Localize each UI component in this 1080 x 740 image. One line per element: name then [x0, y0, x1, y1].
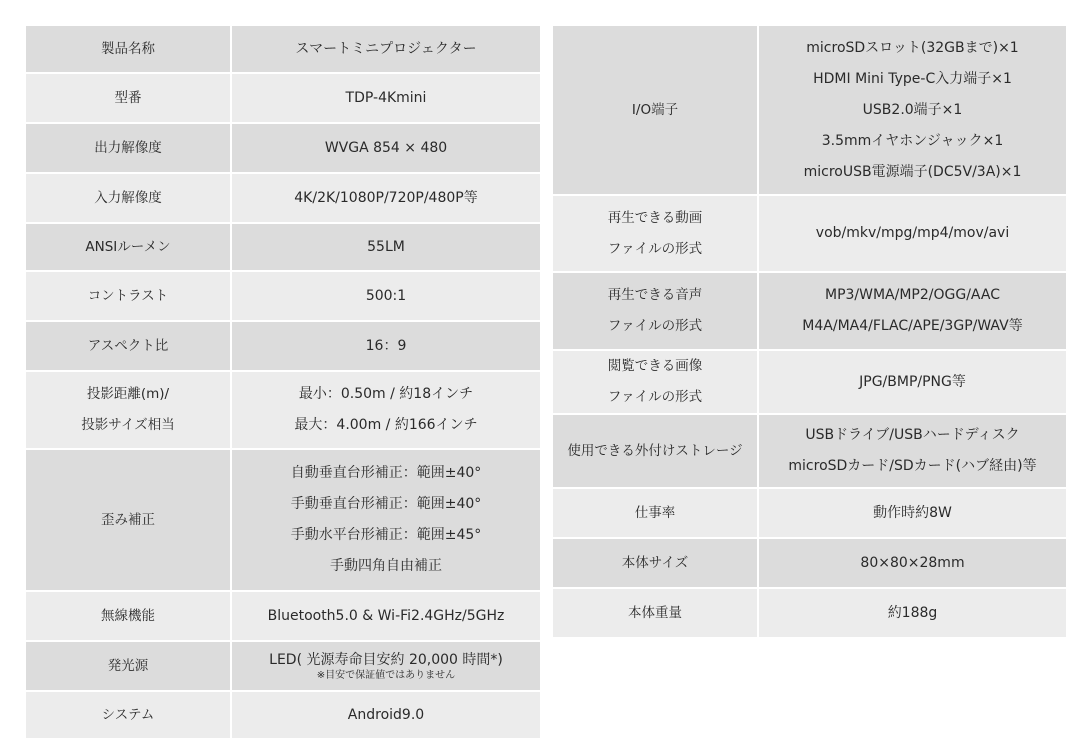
- spec-value: Bluetooth5.0 & Wi-Fi2.4GHz/5GHz: [267, 607, 505, 624]
- spec-label: 発光源: [107, 657, 149, 674]
- spec-value-cell: [232, 124, 540, 172]
- spec-label: 型番: [114, 89, 142, 106]
- spec-label-cell: [553, 415, 757, 487]
- table-row: [26, 642, 540, 690]
- spec-label: 出力解像度: [94, 139, 162, 156]
- table-row: [26, 224, 540, 270]
- table-row: [26, 124, 540, 172]
- spec-label-cell: [26, 174, 230, 222]
- spec-value: USBドライブ/USBハードディスク: [805, 427, 1020, 443]
- spec-label-cell: [26, 642, 230, 690]
- spec-value: JPG/BMP/PNG等: [859, 373, 966, 390]
- spec-table-left: [26, 26, 540, 738]
- spec-value-cell: [232, 692, 540, 738]
- table-row: [26, 174, 540, 222]
- spec-label: 本体重量: [628, 604, 682, 621]
- spec-label-cell: [553, 539, 757, 587]
- spec-label-cell: [26, 26, 230, 72]
- spec-value: MP3/WMA/MP2/OGG/AAC: [824, 287, 1000, 303]
- spec-value: 3.5mmイヤホンジャック×1: [821, 132, 1004, 149]
- spec-value-cell: [759, 415, 1066, 487]
- spec-value: HDMI Mini Type-C入力端子×1: [813, 70, 1012, 87]
- spec-label-cell: [553, 26, 757, 194]
- spec-label-cell: [26, 124, 230, 172]
- spec-value: 手動四角自由補正: [330, 558, 442, 574]
- spec-value: M4A/MA4/FLAC/APE/3GP/WAV等: [802, 318, 1023, 334]
- spec-value: 80×80×28mm: [860, 554, 965, 571]
- spec-value: microUSB電源端子(DC5V/3A)×1: [803, 163, 1022, 180]
- spec-value-cell: [232, 322, 540, 370]
- spec-value-cell: [232, 174, 540, 222]
- spec-label-cell: [26, 692, 230, 738]
- table-row: [553, 351, 1066, 413]
- spec-label-cell: [553, 589, 757, 637]
- spec-value: Android9.0: [347, 706, 425, 723]
- table-row: [26, 272, 540, 320]
- spec-value-cell: [759, 489, 1066, 537]
- spec-value: 500:1: [365, 287, 407, 304]
- spec-label: ファイルの形式: [607, 389, 703, 405]
- spec-value: vob/mkv/mpg/mp4/mov/avi: [815, 225, 1010, 241]
- spec-value: 16：9: [365, 337, 407, 354]
- spec-label: アスペクト比: [87, 337, 169, 354]
- spec-label-cell: [553, 196, 757, 271]
- spec-value-cell: [232, 26, 540, 72]
- spec-value: 55LM: [367, 238, 405, 255]
- table-row: [26, 450, 540, 590]
- table-row: [26, 592, 540, 640]
- spec-label: 投影距離(m)/: [86, 386, 170, 402]
- table-row: [553, 26, 1066, 194]
- spec-value-cell: [759, 273, 1066, 349]
- spec-value-cell: [759, 196, 1066, 271]
- spec-label-cell: [553, 489, 757, 537]
- spec-label: I/O端子: [631, 101, 679, 118]
- spec-label-cell: [26, 74, 230, 122]
- spec-value-cell: [232, 450, 540, 590]
- spec-value: USB2.0端子×1: [862, 101, 963, 118]
- spec-label: 使用できる外付けストレージ: [567, 442, 743, 459]
- spec-label-cell: [26, 450, 230, 590]
- spec-label-cell: [553, 273, 757, 349]
- spec-value: 手動水平台形補正：範囲±45°: [290, 527, 482, 543]
- spec-label-cell: [26, 592, 230, 640]
- spec-value-cell: [759, 539, 1066, 587]
- spec-label: 閲覧できる画像: [607, 358, 703, 374]
- table-row: [553, 539, 1066, 587]
- spec-label: コントラスト: [87, 287, 169, 304]
- spec-value-cell: [232, 372, 540, 448]
- table-row: [553, 589, 1066, 637]
- spec-value-cell: [759, 589, 1066, 637]
- spec-value: 手動垂直台形補正：範囲±40°: [290, 496, 482, 512]
- table-row: [553, 415, 1066, 487]
- table-row: [26, 692, 540, 738]
- spec-value: TDP-4Kmini: [345, 89, 427, 106]
- table-row: [553, 196, 1066, 271]
- spec-label: 製品名称: [101, 40, 155, 57]
- spec-label-cell: [553, 351, 757, 413]
- spec-label: 再生できる音声: [607, 287, 703, 303]
- spec-label-cell: [26, 224, 230, 270]
- spec-label: ファイルの形式: [607, 318, 703, 334]
- spec-label: 入力解像度: [94, 189, 162, 206]
- spec-value: microSDカード/SDカード(ハブ経由)等: [788, 458, 1037, 474]
- spec-value: 約188g: [887, 604, 938, 621]
- spec-value-cell: [759, 26, 1066, 194]
- spec-label: 本体サイズ: [621, 554, 689, 571]
- spec-note: ※目安で保証値ではありません: [316, 670, 456, 681]
- spec-label: ANSIルーメン: [85, 238, 171, 255]
- table-row: [26, 74, 540, 122]
- spec-label: 無線機能: [101, 607, 155, 624]
- spec-label: 歪み補正: [101, 511, 155, 528]
- spec-value: スマートミニプロジェクター: [295, 40, 477, 57]
- table-row: [26, 322, 540, 370]
- table-row: [26, 372, 540, 448]
- spec-label-cell: [26, 272, 230, 320]
- spec-label: システム: [101, 706, 155, 723]
- spec-label: 仕事率: [634, 504, 676, 521]
- spec-value-cell: [232, 224, 540, 270]
- spec-label: 再生できる動画: [607, 209, 703, 226]
- spec-value-cell: [232, 592, 540, 640]
- spec-value: 最大：4.00m / 約166インチ: [294, 417, 478, 433]
- spec-value: 最小：0.50m / 約18インチ: [298, 386, 474, 402]
- spec-value: 動作時約8W: [873, 504, 952, 521]
- spec-value-cell: [759, 351, 1066, 413]
- spec-value: microSDスロット(32GBまで)×1: [806, 39, 1019, 56]
- table-row: [553, 489, 1066, 537]
- spec-value: WVGA 854 × 480: [324, 139, 448, 156]
- spec-label: ファイルの形式: [607, 240, 703, 257]
- table-row: [553, 273, 1066, 349]
- spec-value-cell: [232, 272, 540, 320]
- table-row: [26, 26, 540, 72]
- spec-value: 自動垂直台形補正：範囲±40°: [290, 465, 482, 481]
- spec-value-cell: [232, 74, 540, 122]
- spec-value: 4K/2K/1080P/720P/480P等: [294, 189, 478, 206]
- spec-label-cell: [26, 322, 230, 370]
- spec-label: 投影サイズ相当: [81, 417, 175, 433]
- spec-label-cell: [26, 372, 230, 448]
- spec-value: LED( 光源寿命目安約 20,000 時間*): [269, 652, 503, 668]
- spec-value-cell: [232, 642, 540, 690]
- spec-table-right: [553, 26, 1066, 637]
